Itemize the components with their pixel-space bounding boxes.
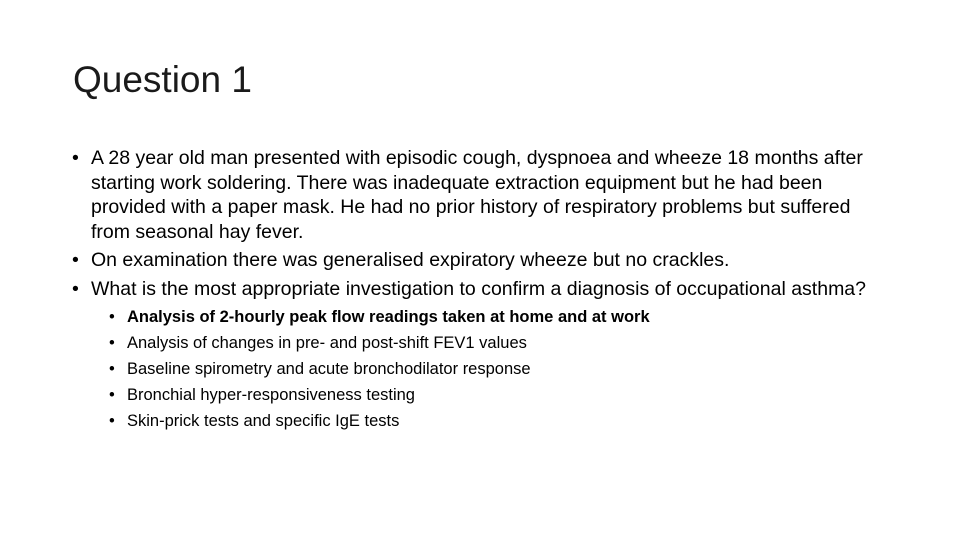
bullet-marker: •	[109, 308, 115, 326]
bullet-marker: •	[109, 334, 115, 352]
answer-option	[109, 356, 929, 382]
answer-option	[109, 408, 929, 434]
answer-option-text: Bronchial hyper-responsiveness testing	[127, 386, 415, 404]
bullet-examination	[72, 248, 892, 273]
answer-option-text: Analysis of 2-hourly peak flow readings taken at home and at work	[127, 308, 650, 326]
bullet-marker: •	[109, 412, 115, 430]
answer-option-text: Skin-prick tests and specific IgE tests	[127, 412, 400, 430]
bullet-marker: •	[109, 386, 115, 404]
answer-options	[109, 304, 929, 434]
bullet-text: What is the most appropriate investigation to confirm a diagnosis of occupational asthma?	[91, 277, 867, 300]
bullet-marker: •	[72, 147, 79, 169]
bullet-case-description	[72, 146, 892, 244]
bullet-question	[72, 277, 892, 302]
slide-title: Question 1	[73, 59, 252, 100]
bullet-marker: •	[72, 277, 79, 300]
bullet-text: A 28 year old man presented with episodic cough, dyspnoea and wheeze 18 months after starting work soldering. There was inadequate extraction equipment but he had been provided with a paper mask. He had no prior history of respiratory problems but suffered from seasonal hay fever.	[91, 147, 863, 243]
answer-option	[109, 382, 929, 408]
answer-option	[109, 330, 929, 356]
answer-option-text: Baseline spirometry and acute bronchodilator response	[127, 360, 531, 378]
slide-content	[72, 146, 892, 435]
bullet-text: On examination there was generalised expiratory wheeze but no crackles.	[91, 249, 730, 271]
bullet-marker: •	[72, 249, 79, 271]
bullet-marker: •	[109, 360, 115, 378]
answer-option	[109, 304, 929, 330]
answer-option-text: Analysis of changes in pre- and post-shift FEV1 values	[127, 334, 527, 352]
